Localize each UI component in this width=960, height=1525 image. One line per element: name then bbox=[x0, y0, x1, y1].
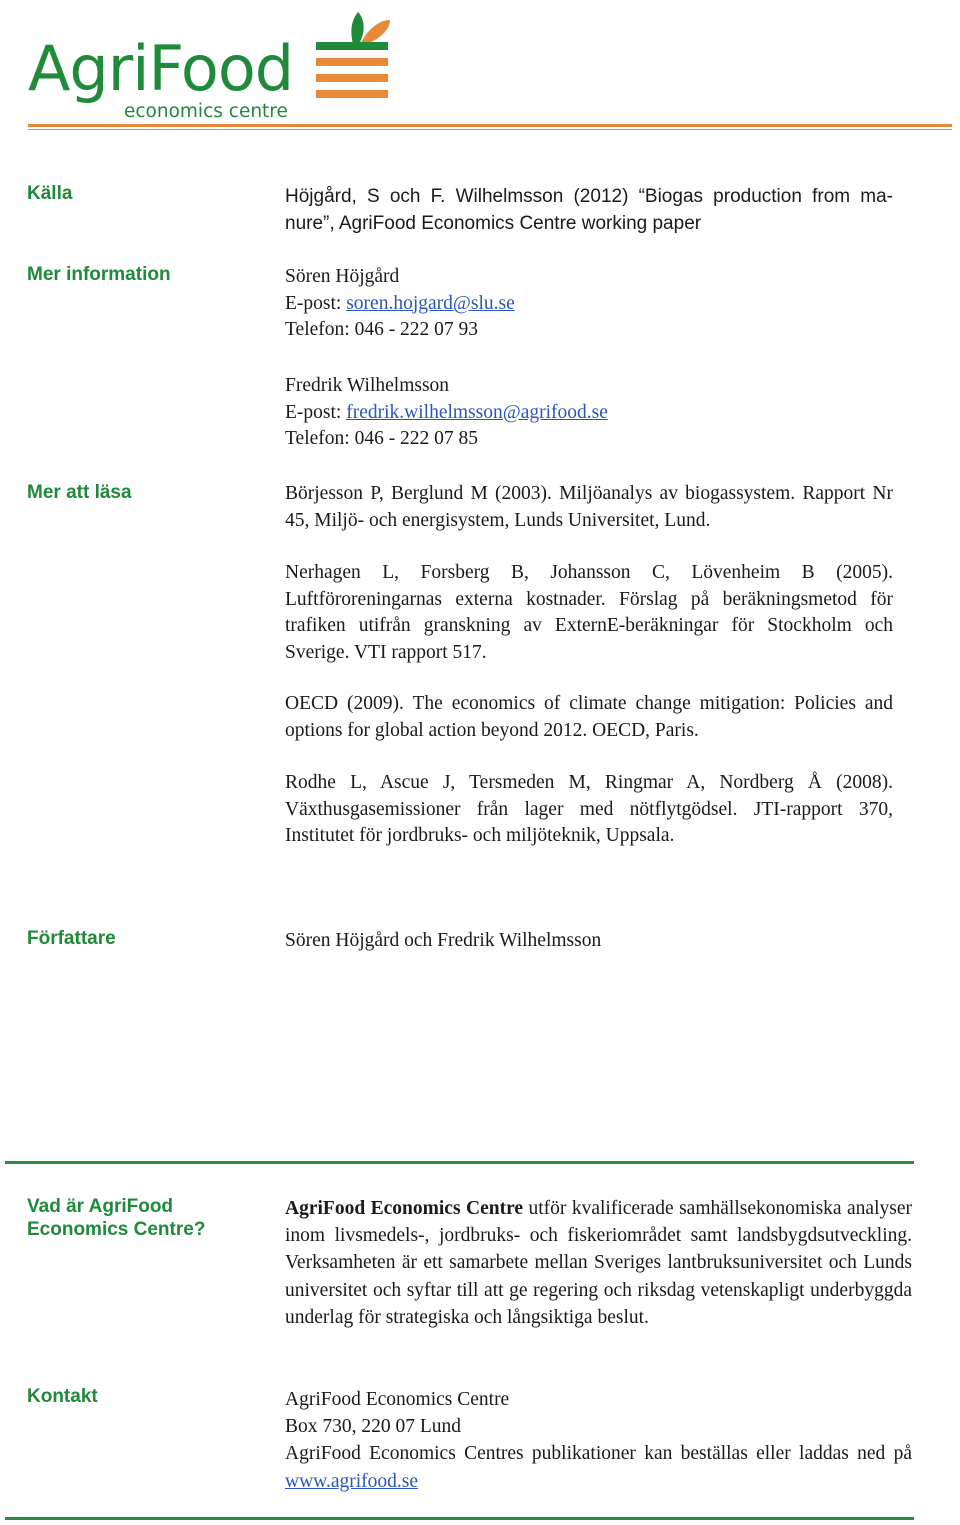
authors-label: Författare bbox=[27, 928, 116, 949]
authors-text: Sören Höjgård och Fredrik Wilhelmsson bbox=[285, 930, 602, 951]
header-rule-thin bbox=[28, 129, 952, 130]
website-link[interactable]: www.agrifood.se bbox=[285, 1470, 419, 1492]
logo-bar bbox=[316, 58, 388, 66]
footer-divider bbox=[5, 1517, 914, 1520]
section-divider bbox=[5, 1161, 914, 1164]
about-org-name: AgriFood Economics Centre bbox=[285, 1198, 524, 1219]
contact-name: Fredrik Wilhelmsson bbox=[285, 375, 450, 396]
email-label: E-post: bbox=[285, 292, 347, 314]
email-label: E-post: bbox=[285, 401, 347, 423]
contact-text: AgriFood Economics Centres publikationer kan beställas eller laddas ned på bbox=[285, 1443, 912, 1465]
contact-block bbox=[285, 1386, 912, 1495]
contact-phone: Telefon: 046 - 222 07 85 bbox=[285, 428, 479, 449]
contact-address: Box 730, 220 07 Lund bbox=[285, 1416, 462, 1438]
logo-bar bbox=[316, 42, 388, 50]
reference-item: Rodhe L, Ascue J, Tersmeden M, Ringmar A, Nordberg Å (2008). Växthusgasemissioner från lager med nötflytgödsel. JTI-rapport 370, Institutet för jordbruks- och miljöteknik, Uppsala. bbox=[285, 772, 893, 846]
reference-item: Börjesson P, Berglund M (2003). Miljöanalys av biogassystem. Rapport Nr 45, Miljö- och energisystem, Lunds Universitet, Lund. bbox=[285, 483, 893, 531]
contact-soren bbox=[285, 264, 893, 344]
agrifood-logo bbox=[28, 6, 398, 126]
further-reading-label: Mer att läsa bbox=[27, 482, 132, 503]
logo-name: AgriFood bbox=[28, 32, 294, 105]
about-description: utför kvalificerade samhällsekonomiska analyser inom livsmedels-, jordbruks- och fiskeriområdet samt landsbygdsutveckling. Verksamheten är ett samarbete mellan Sveriges lantbruksuniversitet och Lunds universitet och syftar till att ge regering och riksdag vetenskapligt underbyggda underlag för strategiska och långsiktiga beslut. bbox=[285, 1198, 912, 1328]
contact-phone: Telefon: 046 - 222 07 93 bbox=[285, 319, 479, 340]
more-info-label: Mer information bbox=[27, 264, 171, 285]
contact-fredrik bbox=[285, 373, 893, 453]
logo-bar bbox=[316, 74, 388, 82]
about-text bbox=[285, 1195, 912, 1331]
contact-name: Sören Höjgård bbox=[285, 266, 400, 287]
source-text: Höjgård, S och F. Wilhelmsson (2012) “Biogas production from ma-nure”, AgriFood Economics Centre working paper bbox=[285, 186, 893, 234]
logo-bar bbox=[316, 90, 388, 98]
source-label: Källa bbox=[27, 183, 73, 204]
logo-subtitle: economics centre bbox=[124, 101, 288, 122]
about-label: Vad är AgriFood Economics Centre? bbox=[27, 1196, 206, 1240]
contact-label: Kontakt bbox=[27, 1386, 98, 1407]
reference-item: OECD (2009). The economics of climate change mitigation: Policies and options for global action beyond 2012. OECD, Paris. bbox=[285, 693, 893, 741]
reference-item: Nerhagen L, Forsberg B, Johansson C, Lövenheim B (2005). Luftföroreningarnas externa kostnader. Förslag på beräkningsmetod för trafiken utifrån granskning av ExternE-beräkningar för Stockholm och Sverige. VTI rapport 517. bbox=[285, 562, 893, 663]
email-link[interactable]: soren.hojgard@slu.se bbox=[346, 292, 515, 314]
email-link[interactable]: fredrik.wilhelmsson@agrifood.se bbox=[346, 401, 608, 423]
contact-org: AgriFood Economics Centre bbox=[285, 1389, 510, 1410]
header-rule bbox=[28, 124, 952, 127]
